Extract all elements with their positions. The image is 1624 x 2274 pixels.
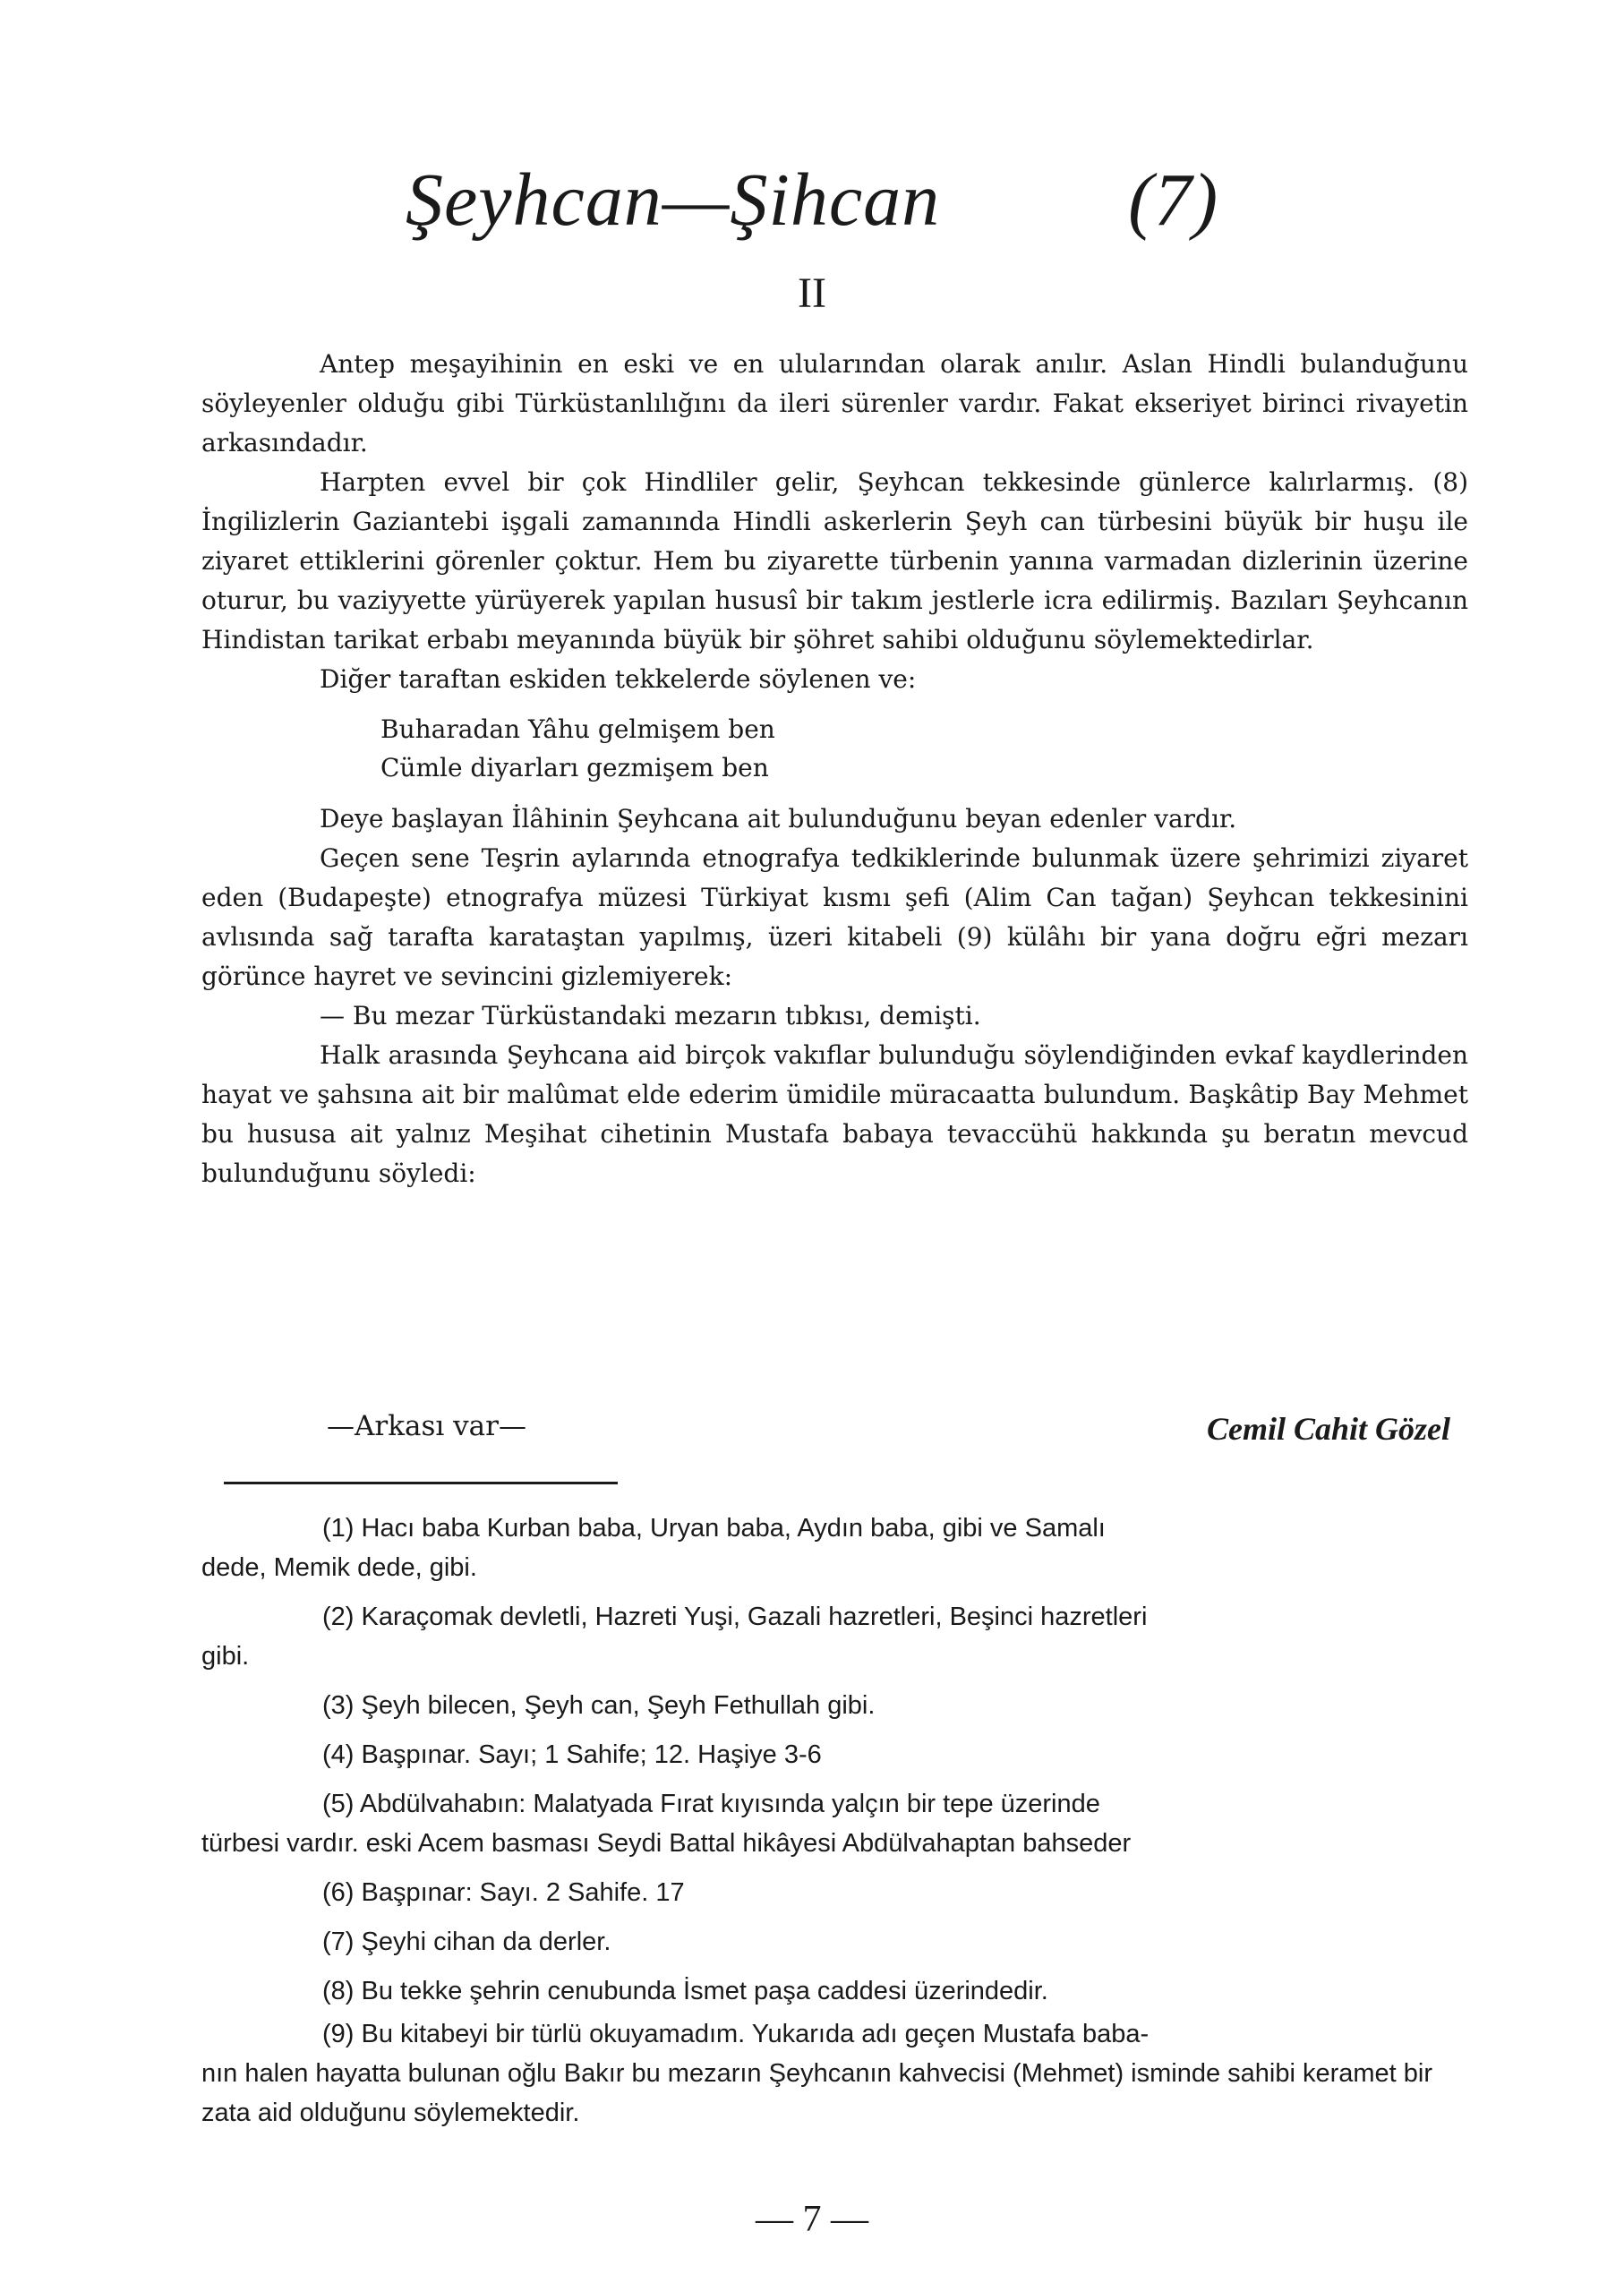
paragraph-3: Diğer taraftan eskiden tekkelerde söylenen ve: <box>320 664 917 694</box>
article-number: (7) <box>1128 158 1219 242</box>
paragraph-2: Harpten evvel bir çok Hindliler gelir, Şeyhcan tekkesinde günlerce kalırlarmış. (8) İngilizlerin Gaziantebi işgali zamanında Hindli askerlerin Şeyh can türbesini büyük bir huşu ile ziyaret ettiklerini görenler çoktur. Hem bu ziyarette türbenin yanına varmadan dizlerinin üzerine oturur, bu vaziyyette yürüyerek yapılan hususî bir takım jestlerle icra edilirmiş. Bazıları Şeyhcanın Hindistan tarikat erbabı meyanında büyük bir şöhret sahibi olduğunu söylemektedirlar. <box>201 467 1468 654</box>
signoff <box>201 1410 1468 1455</box>
footnote-4 <box>201 1735 1468 1774</box>
footnote-3-text: (3) Şeyh bilecen, Şeyh can, Şeyh Fethullah gibi. <box>322 1691 876 1720</box>
footnote-1-rest: dede, Memik dede, gibi. <box>201 1553 477 1582</box>
footnote-3 <box>201 1686 1468 1725</box>
article-body <box>201 345 1468 1193</box>
quote-line: — Bu mezar Türküstandaki mezarın tıbkısı, demişti. <box>320 1001 981 1030</box>
footnote-5 <box>201 1784 1468 1863</box>
footnote-7 <box>201 1922 1468 1962</box>
paragraph-5: Geçen sene Teşrin aylarında etnografya tedkiklerinde bulunmak üzere şehrimizi ziyaret eden (Budapeşte) etnografya müzesi Türkiyat kısmı şefi (Alim Can tağan) Şeyhcan tekkesinini avlısında sağ tarafta karataştan yapılmış, üzeri kitabeli (9) külâhı bir yana doğru eğri mezarı görünce hayret ve sevincini gizlemiyerek: <box>201 843 1468 991</box>
footnotes <box>201 1509 1468 2142</box>
footnote-divider <box>224 1482 618 1484</box>
footnote-1 <box>201 1509 1468 1587</box>
footnote-8-text: (8) Bu tekke şehrin cenubunda İsmet paşa caddesi üzerindedir. <box>322 1977 1048 2005</box>
footnote-1-lead: (1) Hacı baba Kurban baba, Uryan baba, Aydın baba, gibi ve Samalı <box>322 1514 1106 1543</box>
footnote-6 <box>201 1873 1468 1912</box>
paragraph-4: Deye başlayan İlâhinin Şeyhcana ait bulunduğunu beyan edenler vardır. <box>320 804 1237 834</box>
paragraph-7: Halk arasında Şeyhcana aid birçok vakıflar bulunduğu söylendiğinden evkaf kaydlerinden hayat ve şahsına ait bir malûmat elde ederim ümidile müracaatta bulundum. Başkâtip Bay Mehmet bu hususa ait yalnız Meşihat cihetinin Mustafa babaya tevaccühü hakkında şu beratın mevcud bulunduğunu söyledi: <box>201 1040 1468 1188</box>
footnote-4-text: (4) Başpınar. Sayı; 1 Sahife; 12. Haşiye 3-6 <box>322 1740 822 1769</box>
footnote-8 <box>201 1971 1468 2011</box>
continued-note: —Arkası var— <box>327 1410 526 1442</box>
footnote-5-lead: (5) Abdülvahabın: Malatyada Fırat kıyısında yalçın bir tepe üzerinde <box>322 1790 1100 1818</box>
verse-line-1: Buharadan Yâhu gelmişem ben <box>380 714 775 744</box>
footnote-9 <box>201 2014 1468 2133</box>
footnote-6-text: (6) Başpınar: Sayı. 2 Sahife. 17 <box>322 1878 685 1907</box>
article-title <box>0 157 1624 244</box>
footnote-2-lead: (2) Karaçomak devletli, Hazreti Yuşi, Gazali hazretleri, Beşinci hazretleri <box>322 1603 1148 1631</box>
footnote-9-rest: nın halen hayatta bulunan oğlu Bakır bu mezarın Şeyhcanın kahvecisi (Mehmet) isminde sahibi keramet bir zata aid olduğunu söylemektedir. <box>201 2059 1433 2127</box>
footnote-7-text: (7) Şeyhi cihan da derler. <box>322 1928 611 1956</box>
page-number: — 7 — <box>756 2199 868 2240</box>
verse-line-2: Cümle diyarları gezmişem ben <box>380 753 769 782</box>
footnote-5-rest: türbesi vardır. eski Acem basması Seydi Battal hikâyesi Abdülvahaptan bahseder <box>201 1829 1132 1858</box>
footnote-9-lead: (9) Bu kitabeyi bir türlü okuyamadım. Yukarıda adı geçen Mustafa baba- <box>322 2020 1150 2048</box>
footnote-2-rest: gibi. <box>201 1642 250 1671</box>
title-text: Şeyhcan—Şihcan <box>405 158 941 242</box>
hymn-verse <box>201 710 1468 787</box>
footnote-2 <box>201 1597 1468 1676</box>
paragraph-1: Antep meşayihinin en eski ve en ulularından olarak anılır. Aslan Hindli bulanduğunu söyleyenler olduğu gibi Türküstanlılığını da ileri sürenler vardır. Fakat ekseriyet birinci rivayetin arkasındadır. <box>201 349 1468 457</box>
author-name: Cemil Cahit Gözel <box>1206 1411 1450 1447</box>
part-number: II <box>798 269 826 317</box>
